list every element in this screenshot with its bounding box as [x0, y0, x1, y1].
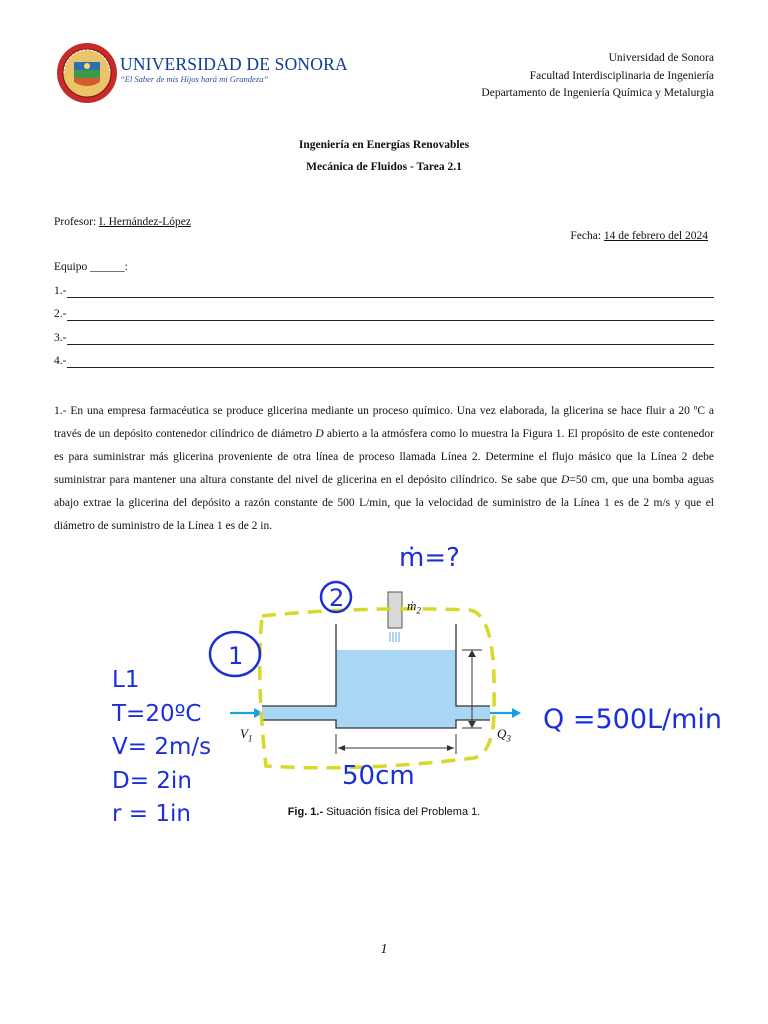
- team-member-line[interactable]: 2.-: [54, 308, 714, 332]
- team-member-line[interactable]: 4.-: [54, 355, 714, 379]
- header-line-faculty: Facultad Interdisciplinaria de Ingeniería: [529, 69, 714, 82]
- university-motto: “El Saber de mis Hijos hará mi Grandeza”: [120, 74, 269, 84]
- date-value: 14 de febrero del 2024: [603, 230, 708, 242]
- problem-statement: 1.- En una empresa farmacéutica se produce glicerina mediante un proceso químico. Una vez elaborada, la glicerina se hace fluir a 20 ºC a través de un depósito contenedor cilíndrico de diámetro D abierto a la atmósfera como lo muestra la Figura 1. El propósito de este contenedor es para suministrar más glicerina proveniente de otra línea de proceso llamada Línea 2. Determine el flujo másico que la Línea 2 debe suministrar para mantener una altura constante del nivel de glicerina en el depósito cilíndrico. Se sabe que D=50 cm, que una bomba aguas abajo extrae la glicerina del depósito a razón constante de 500 L/min, que la velocidad de suministro de la Línea 1 es de 2 m/s y que el diámetro de suministro de la Línea 1 es de 2 in.: [54, 405, 714, 532]
- header-institution-block: [481, 50, 714, 103]
- handwritten-flow-rate: Q =500L/min: [543, 704, 723, 735]
- handwritten-tank-diameter: 50cm: [342, 761, 415, 791]
- label-q3: $Q_3$: [497, 726, 511, 744]
- team-block: [54, 261, 714, 379]
- label-mdot-2: ṁ$_2$: [407, 598, 421, 616]
- handwritten-diameter: D= 2in: [112, 767, 192, 794]
- team-member-line[interactable]: 3.-: [54, 332, 714, 356]
- outlet-pipe-liquid: [456, 706, 490, 720]
- header-line-university: Universidad de Sonora: [608, 52, 714, 64]
- glycerin-liquid: [336, 650, 456, 728]
- program-title: Ingeniería en Energías Renovables: [298, 139, 470, 151]
- team-member-line[interactable]: 1.-: [54, 285, 714, 309]
- circled-1-digit: 1: [228, 642, 244, 670]
- circled-2-digit: 2: [329, 584, 345, 612]
- figure-caption: Fig. 1.- Situación física del Problema 1.: [287, 806, 481, 818]
- inlet-pipe-liquid: [262, 706, 336, 720]
- handwritten-radius: r = 1in: [112, 801, 191, 827]
- header-line-department: Departamento de Ingeniería Química y Metalurgia: [481, 87, 714, 99]
- diameter-dimension: [336, 734, 456, 754]
- document-titles: [0, 134, 768, 178]
- page-number: 1: [380, 942, 388, 957]
- team-label: Equipo ______:: [54, 261, 128, 273]
- professor-line: [54, 216, 191, 228]
- handwritten-temperature: T=20ºC: [112, 700, 202, 727]
- label-v1: $V_1$: [240, 726, 253, 744]
- supply-drip: [390, 632, 399, 642]
- university-name: UNIVERSIDAD DE SONORA: [120, 54, 348, 74]
- professor-label: Profesor:: [54, 216, 100, 228]
- handwritten-line-label: L1: [112, 667, 140, 693]
- date-line: [570, 230, 708, 242]
- professor-name: I. Hernández-López: [99, 216, 191, 228]
- university-seal-logo: [56, 42, 118, 104]
- course-title: Mecánica de Fluidos - Tarea 2.1: [306, 161, 462, 173]
- handwritten-velocity: V= 2m/s: [112, 734, 212, 760]
- date-label: Fecha:: [570, 230, 604, 242]
- handwritten-mass-flow-question: ṁ=?: [399, 543, 460, 573]
